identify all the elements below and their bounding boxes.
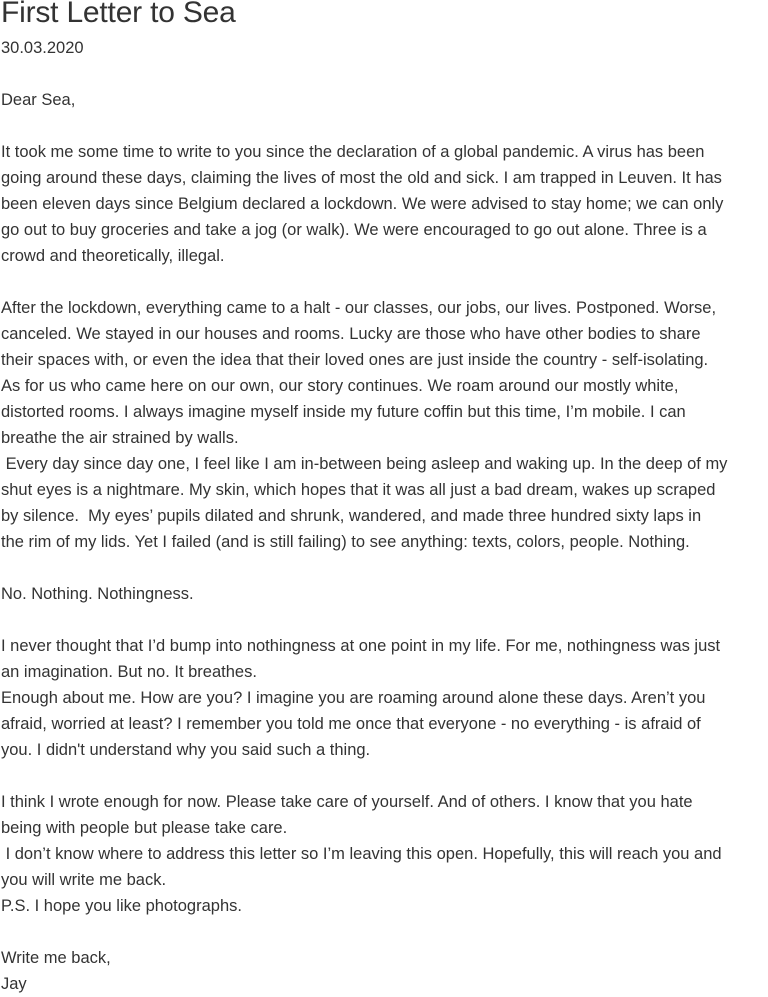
text-line: afraid, worried at least? I remember you told me once that everyone - no everything - is afraid of bbox=[1, 715, 701, 733]
text-line: been eleven days since Belgium declared a lockdown. We were advised to stay home; we can only bbox=[1, 195, 724, 213]
text-line: No. Nothing. Nothingness. bbox=[1, 585, 194, 603]
text-line: I think I wrote enough for now. Please take care of yourself. And of others. I know that you hate bbox=[1, 793, 693, 811]
paragraph bbox=[1, 139, 768, 269]
text-line: going around these days, claiming the lives of most the old and sick. I am trapped in Leuven. It has bbox=[1, 169, 722, 187]
text-line: breathe the air strained by walls. bbox=[1, 429, 239, 447]
text-line: After the lockdown, everything came to a halt - our classes, our jobs, our lives. Postponed. Worse, bbox=[1, 299, 717, 317]
text-line: you. I didn't understand why you said such a thing. bbox=[1, 741, 371, 759]
text-line: I never thought that I’d bump into nothingness at one point in my life. For me, nothingness was just bbox=[1, 637, 721, 655]
text-line: shut eyes is a nightmare. My skin, which hopes that it was all just a bad dream, wakes up scraped bbox=[1, 481, 716, 499]
text-line: P.S. I hope you like photographs. bbox=[1, 897, 242, 915]
text-line: their spaces with, or even the idea that their loved ones are just inside the country - self-isolating. bbox=[1, 351, 709, 369]
text-line: I don’t know where to address this letter so I’m leaving this open. Hopefully, this will reach you and bbox=[1, 845, 722, 863]
signature: Jay bbox=[1, 975, 27, 993]
text-line: Every day since day one, I feel like I am in-between being asleep and waking up. In the deep of my bbox=[1, 455, 728, 473]
text-line: As for us who came here on our own, our story continues. We roam around our mostly white, bbox=[1, 377, 679, 395]
paragraph bbox=[1, 789, 768, 841]
text-line: It took me some time to write to you since the declaration of a global pandemic. A virus has been bbox=[1, 143, 705, 161]
paragraph bbox=[1, 581, 768, 607]
postscript bbox=[1, 893, 768, 919]
text-line: distorted rooms. I always imagine myself inside my future coffin but this time, I’m mobile. I can bbox=[1, 403, 686, 421]
text-line: Enough about me. How are you? I imagine you are roaming around alone these days. Aren’t you bbox=[1, 689, 706, 707]
paragraph bbox=[1, 451, 768, 555]
page-title: First Letter to Sea bbox=[1, 0, 236, 29]
paragraph bbox=[1, 685, 768, 763]
text-line: by silence. My eyes’ pupils dilated and shrunk, wandered, and made three hundred sixty laps in bbox=[1, 507, 702, 525]
text-line: crowd and theoretically, illegal. bbox=[1, 247, 225, 265]
letter-date: 30.03.2020 bbox=[1, 39, 84, 57]
text-line: you will write me back. bbox=[1, 871, 167, 889]
paragraph bbox=[1, 295, 768, 451]
paragraph bbox=[1, 841, 768, 893]
closing: Write me back, bbox=[1, 949, 111, 967]
text-line: the rim of my lids. Yet I failed (and is still failing) to see anything: texts, colors, people. Nothing. bbox=[1, 533, 690, 551]
text-line: being with people but please take care. bbox=[1, 819, 288, 837]
text-line: canceled. We stayed in our houses and rooms. Lucky are those who have other bodies to share bbox=[1, 325, 701, 343]
text-line: go out to buy groceries and take a jog (or walk). We were encouraged to go out alone. Three is a bbox=[1, 221, 707, 239]
greeting: Dear Sea, bbox=[1, 91, 76, 109]
paragraph bbox=[1, 633, 768, 685]
text-line: an imagination. But no. It breathes. bbox=[1, 663, 257, 681]
